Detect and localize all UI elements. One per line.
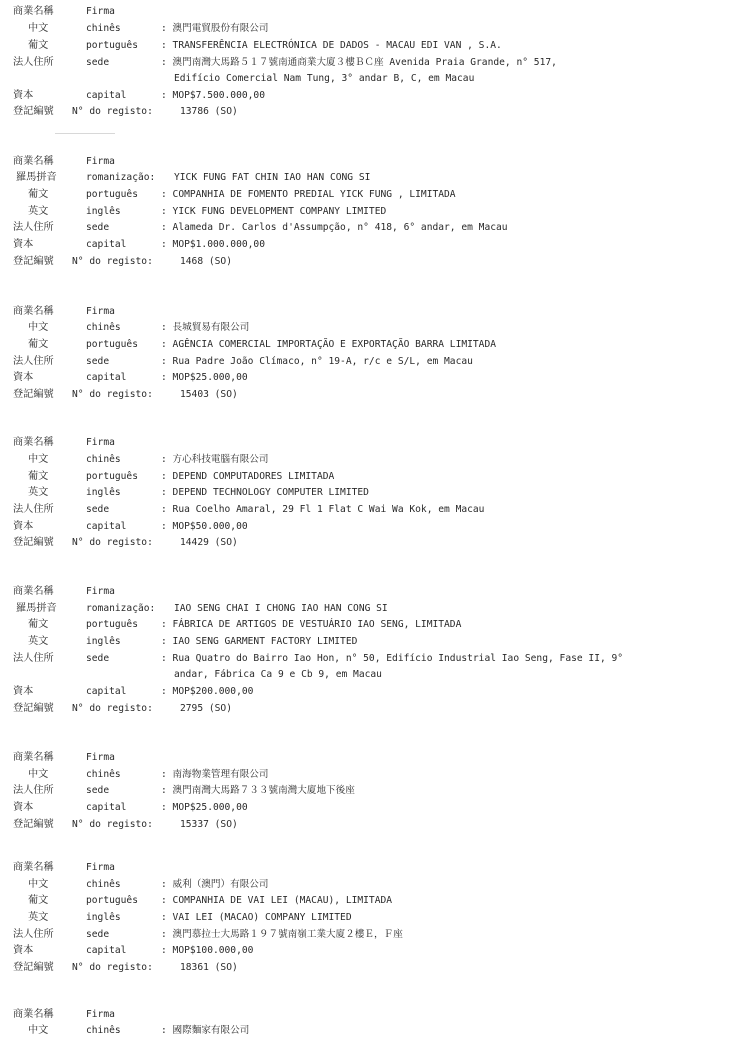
value-portugues: : FÁBRICA DE ARTIGOS DE VESTUÁRIO IAO SENG, LIMITADA <box>161 619 462 630</box>
label-pt: N° do registo: <box>72 962 153 973</box>
label-zh: 商業名稱 <box>13 156 54 167</box>
label-pt: Firma <box>86 306 115 317</box>
label-zh: 資本 <box>13 686 34 697</box>
label-pt: sede <box>86 504 110 515</box>
label-pt: N° do registo: <box>72 106 153 117</box>
label-pt: capital <box>86 945 127 956</box>
row-sede <box>0 783 732 799</box>
row-firma <box>0 584 732 600</box>
row-portugues <box>0 617 732 633</box>
label-pt: sede <box>86 653 110 664</box>
label-zh: 資本 <box>13 521 34 532</box>
label-pt: português <box>86 40 138 51</box>
label-zh: 登記編號 <box>13 256 54 267</box>
label-zh: 英文 <box>28 206 49 217</box>
label-zh: 中文 <box>28 23 49 34</box>
label-pt: capital <box>86 802 127 813</box>
row-portugues <box>0 469 732 485</box>
row-capital <box>0 237 732 253</box>
row-firma <box>0 435 732 451</box>
label-zh: 中文 <box>28 1025 49 1036</box>
row-sede <box>0 927 732 943</box>
row-capital <box>0 684 732 700</box>
label-pt: inglês <box>86 487 121 498</box>
label-pt: capital <box>86 686 127 697</box>
row-portugues <box>0 187 732 203</box>
label-pt: português <box>86 471 138 482</box>
row-ingles <box>0 485 732 501</box>
value-chines: : 澳門電貿股份有限公司 <box>161 23 269 34</box>
label-zh: 登記編號 <box>13 703 54 714</box>
value-registo: 2795 (SO) <box>180 703 232 714</box>
row-capital <box>0 943 732 959</box>
row-registo <box>0 387 732 403</box>
row-capital <box>0 370 732 386</box>
label-pt: inglês <box>86 636 121 647</box>
label-zh: 葡文 <box>28 189 49 200</box>
label-zh: 中文 <box>28 879 49 890</box>
label-pt: português <box>86 895 138 906</box>
row-registo <box>0 817 732 833</box>
scan-artifact-line <box>55 133 115 134</box>
row-capital <box>0 88 732 104</box>
label-pt: Firma <box>86 1009 115 1020</box>
label-pt: sede <box>86 222 110 233</box>
value-ingles: : IAO SENG GARMENT FACTORY LIMITED <box>161 636 358 647</box>
value-capital: : MOP$25.000,00 <box>161 372 248 383</box>
value-capital: : MOP$50.000,00 <box>161 521 248 532</box>
row-chines <box>0 767 732 783</box>
value-romanizacao: YICK FUNG FAT CHIN IAO HAN CONG SI <box>174 172 371 183</box>
label-pt: inglês <box>86 912 121 923</box>
label-zh: 法人住所 <box>13 356 54 367</box>
label-zh: 英文 <box>28 636 49 647</box>
label-zh: 葡文 <box>28 895 49 906</box>
label-zh: 商業名稱 <box>13 1009 54 1020</box>
label-pt: chinês <box>86 322 121 333</box>
value-capital: : MOP$200.000,00 <box>161 686 254 697</box>
row-capital <box>0 519 732 535</box>
value-sede-continued: Edifício Comercial Nam Tung, 3° andar B, C, em Macau <box>174 73 475 84</box>
label-pt: Firma <box>86 437 115 448</box>
value-sede: : Rua Coelho Amaral, 29 Fl 1 Flat C Wai Wa Kok, em Macau <box>161 504 485 515</box>
label-pt: N° do registo: <box>72 256 153 267</box>
value-chines: : 方心科技電腦有限公司 <box>161 454 269 465</box>
label-pt: N° do registo: <box>72 389 153 400</box>
label-pt: inglês <box>86 206 121 217</box>
label-zh: 中文 <box>28 454 49 465</box>
label-zh: 法人住所 <box>13 929 54 940</box>
row-registo <box>0 960 732 976</box>
row-firma <box>0 860 732 876</box>
value-registo: 13786 (SO) <box>180 106 238 117</box>
value-ingles: : VAI LEI (MACAO) COMPANY LIMITED <box>161 912 352 923</box>
label-pt: chinês <box>86 1025 121 1036</box>
row-ingles <box>0 634 732 650</box>
value-portugues: : COMPANHIA DE VAI LEI (MACAU), LIMITADA <box>161 895 393 906</box>
label-zh: 法人住所 <box>13 222 54 233</box>
label-zh: 英文 <box>28 912 49 923</box>
label-pt: português <box>86 619 138 630</box>
value-registo: 18361 (SO) <box>180 962 238 973</box>
row-ingles <box>0 910 732 926</box>
value-portugues: : DEPEND COMPUTADORES LIMITADA <box>161 471 335 482</box>
row-ingles <box>0 204 732 220</box>
value-portugues: : AGÊNCIA COMERCIAL IMPORTAÇÃO E EXPORTAÇÃO BARRA LIMITADA <box>161 339 497 350</box>
label-zh: 登記編號 <box>13 962 54 973</box>
label-zh: 商業名稱 <box>13 6 54 17</box>
value-portugues: : COMPANHIA DE FOMENTO PREDIAL YICK FUNG , LIMITADA <box>161 189 456 200</box>
value-sede: : 澳門慕拉士大馬路１９７號南嶺工業大廈２樓Ｅ，Ｆ座 <box>161 929 403 940</box>
value-sede-continued: andar, Fábrica Ca 9 e Cb 9, em Macau <box>174 669 382 680</box>
value-sede: : Alameda Dr. Carlos d'Assumpção, n° 418, 6° andar, em Macau <box>161 222 508 233</box>
row-portugues <box>0 38 732 54</box>
row-romanizacao <box>0 170 732 186</box>
label-pt: romanização: <box>86 172 156 183</box>
label-zh: 法人住所 <box>13 57 54 68</box>
label-zh: 葡文 <box>28 471 49 482</box>
label-pt: português <box>86 189 138 200</box>
label-pt: Firma <box>86 752 115 763</box>
label-zh: 商業名稱 <box>13 862 54 873</box>
label-pt: chinês <box>86 454 121 465</box>
label-pt: capital <box>86 90 127 101</box>
label-zh: 中文 <box>28 769 49 780</box>
row-sede <box>0 55 732 71</box>
label-zh: 法人住所 <box>13 653 54 664</box>
value-sede: : Rua Padre João Clímaco, n° 19-A, r/c e S/L, em Macau <box>161 356 473 367</box>
row-sede <box>0 651 732 667</box>
row-sede <box>0 354 732 370</box>
label-pt: capital <box>86 239 127 250</box>
value-sede: : 澳門南灣大馬路７３３號南灣大廈地下後座 <box>161 785 355 796</box>
label-pt: N° do registo: <box>72 537 153 548</box>
label-zh: 葡文 <box>28 40 49 51</box>
label-pt: chinês <box>86 769 121 780</box>
label-zh: 商業名稱 <box>13 306 54 317</box>
label-zh: 羅馬拼音 <box>16 603 57 614</box>
label-zh: 商業名稱 <box>13 437 54 448</box>
value-registo: 14429 (SO) <box>180 537 238 548</box>
row-firma <box>0 4 732 20</box>
value-chines: : 長城貿易有限公司 <box>161 322 250 333</box>
label-pt: português <box>86 339 138 350</box>
value-portugues: : TRANSFERÊNCIA ELECTRÓNICA DE DADOS - MACAU EDI VAN , S.A. <box>161 40 502 51</box>
value-sede: : Rua Quatro do Bairro Iao Hon, n° 50, Edifício Industrial Iao Seng, Fase II, 9° <box>161 653 624 664</box>
label-zh: 資本 <box>13 90 34 101</box>
label-pt: sede <box>86 57 110 68</box>
row-portugues <box>0 893 732 909</box>
label-pt: capital <box>86 521 127 532</box>
row-chines <box>0 320 732 336</box>
value-romanizacao: IAO SENG CHAI I CHONG IAO HAN CONG SI <box>174 603 388 614</box>
label-zh: 法人住所 <box>13 504 54 515</box>
label-pt: capital <box>86 372 127 383</box>
value-ingles: : DEPEND TECHNOLOGY COMPUTER LIMITED <box>161 487 369 498</box>
row-sede <box>0 220 732 236</box>
value-chines: : 南海物業管理有限公司 <box>161 769 269 780</box>
row-registo <box>0 254 732 270</box>
row-sede-cont <box>0 667 732 683</box>
label-pt: N° do registo: <box>72 819 153 830</box>
row-sede <box>0 502 732 518</box>
label-zh: 英文 <box>28 487 49 498</box>
label-zh: 葡文 <box>28 339 49 350</box>
value-chines: : 國際麵家有限公司 <box>161 1025 250 1036</box>
label-pt: Firma <box>86 156 115 167</box>
row-firma <box>0 1007 732 1023</box>
row-registo <box>0 535 732 551</box>
value-registo: 15337 (SO) <box>180 819 238 830</box>
row-chines <box>0 1023 732 1039</box>
value-registo: 15403 (SO) <box>180 389 238 400</box>
value-ingles: : YICK FUNG DEVELOPMENT COMPANY LIMITED <box>161 206 387 217</box>
row-chines <box>0 877 732 893</box>
label-zh: 登記編號 <box>13 819 54 830</box>
label-zh: 資本 <box>13 372 34 383</box>
row-chines <box>0 21 732 37</box>
row-portugues <box>0 337 732 353</box>
value-capital: : MOP$7.500.000,00 <box>161 90 265 101</box>
row-sede-cont <box>0 71 732 87</box>
label-pt: chinês <box>86 879 121 890</box>
value-registo: 1468 (SO) <box>180 256 232 267</box>
label-zh: 商業名稱 <box>13 586 54 597</box>
label-pt: Firma <box>86 6 115 17</box>
label-zh: 資本 <box>13 239 34 250</box>
label-zh: 登記編號 <box>13 389 54 400</box>
label-zh: 中文 <box>28 322 49 333</box>
value-capital: : MOP$100.000,00 <box>161 945 254 956</box>
label-pt: sede <box>86 356 110 367</box>
row-capital <box>0 800 732 816</box>
label-zh: 資本 <box>13 802 34 813</box>
label-zh: 登記編號 <box>13 537 54 548</box>
label-pt: sede <box>86 929 110 940</box>
value-chines: : 威利（澳門）有限公司 <box>161 879 269 890</box>
label-zh: 資本 <box>13 945 34 956</box>
row-firma <box>0 154 732 170</box>
label-zh: 登記編號 <box>13 106 54 117</box>
row-registo <box>0 104 732 120</box>
value-sede: : 澳門南灣大馬路５１７號南通商業大廈３樓ＢＣ座 Avenida Praia Grande, n° 517, <box>161 57 557 68</box>
row-romanizacao <box>0 601 732 617</box>
row-registo <box>0 701 732 717</box>
label-pt: N° do registo: <box>72 703 153 714</box>
label-zh: 羅馬拼音 <box>16 172 57 183</box>
row-chines <box>0 452 732 468</box>
row-firma <box>0 750 732 766</box>
value-capital: : MOP$25.000,00 <box>161 802 248 813</box>
label-zh: 法人住所 <box>13 785 54 796</box>
label-zh: 商業名稱 <box>13 752 54 763</box>
label-pt: romanização: <box>86 603 156 614</box>
value-capital: : MOP$1.000.000,00 <box>161 239 265 250</box>
label-pt: Firma <box>86 586 115 597</box>
label-pt: Firma <box>86 862 115 873</box>
label-zh: 葡文 <box>28 619 49 630</box>
label-pt: sede <box>86 785 110 796</box>
row-firma <box>0 304 732 320</box>
label-pt: chinês <box>86 23 121 34</box>
